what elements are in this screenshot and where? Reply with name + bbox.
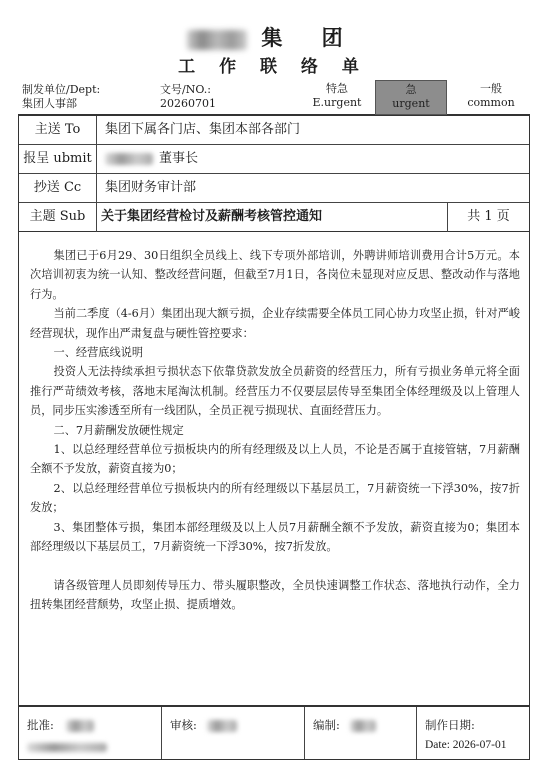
- to-label: 主送 To: [19, 116, 97, 144]
- issuer-value: 集团人事部: [22, 97, 77, 110]
- rule-1: 1、以总经理经营单位亏损板块内的所有经理级及以上人员，不论是否属于直接管辖，7月薪酬全额不予发放，薪资直接为0；: [30, 443, 520, 476]
- paragraph-loss: 当前二季度（4-6月）集团出现大额亏损，企业存续需要全体员工同心协力攻坚止损，针对严峻经营现状，现作出严肃复盘与硬性管控要求：: [30, 307, 520, 340]
- urgency-urgent-cn: 急: [405, 83, 417, 96]
- approve-signature-2: [27, 739, 161, 753]
- urgency-common: [455, 82, 527, 110]
- approve-signature: [66, 720, 94, 732]
- rule-2: 2、以总经理经营单位亏损板块内的所有经理级以下基层员工，7月薪资统一下浮30%，按7折发放；: [30, 481, 520, 515]
- urgency-common-en: common: [467, 96, 515, 109]
- row-subject: [19, 203, 529, 232]
- rule-3: 3、集团整体亏损，集团本部经理级及以上人员7月薪酬全额不予发放，薪资直接为0；集团本部经理级以下基层员工，7月薪资统一下浮30%，按7折发放。: [30, 520, 520, 554]
- urgency-common-cn: 一般: [480, 82, 502, 95]
- row-cc: [19, 174, 529, 203]
- report-value: 董事长: [159, 151, 199, 166]
- urgency-e-urgent-cn: 特急: [326, 82, 348, 95]
- approve-cell: [19, 707, 162, 759]
- report-value-wrap: [105, 145, 198, 173]
- company-name: [0, 22, 546, 52]
- row-report: [19, 145, 529, 174]
- edit-signature: [350, 720, 376, 732]
- redacted-company-name: [187, 30, 247, 50]
- cc-value: 集团财务审计部: [105, 180, 197, 195]
- date-value: Date: 2026-07-01: [425, 739, 507, 751]
- page-count: 共 1 页: [447, 203, 529, 232]
- signature-footer: [18, 706, 530, 760]
- urgency-urgent-en: urgent: [392, 97, 430, 110]
- document-title: 工 作 联 络 单: [178, 57, 368, 77]
- paragraph-investor: 投资人无法持续承担亏损状态下依靠贷款发放全员薪资的经营压力，所有亏损业务单元将全面推行严苛绩效考核，落地末尾淘汰机制。经营压力不仅要层层传导至集团全体经理级及以上管理人员，同步压实渗透至所有一线团队，全员正视亏损现状、直面经营压力。: [30, 365, 520, 418]
- docno-value: 20260701: [160, 97, 216, 110]
- review-signature: [207, 720, 237, 732]
- paragraph-training: 集团已于6月29、30日组织全员线上、线下专项外部培训，外聘讲师培训费用合计5万元。本次培训初衷为统一认知、整改经营问题，但截至7月1日，各岗位未显现对应反思、整改动作与落地行为。: [30, 249, 520, 301]
- body-content: [30, 246, 520, 614]
- urgency-e-urgent-en: E.urgent: [312, 96, 362, 109]
- review-label: 审核:: [170, 718, 197, 732]
- review-cell: [162, 707, 305, 759]
- heading-bottom-line: 一、经营底线说明: [53, 346, 144, 360]
- cc-label: 抄送 Cc: [19, 174, 97, 202]
- docno-label: 文号/NO.:: [160, 83, 211, 96]
- to-value: 集团下属各门店、集团本部各部门: [105, 122, 301, 137]
- issuer-label: 制发单位/Dept:: [22, 83, 101, 96]
- urgency-e-urgent: [302, 82, 372, 110]
- date-cell: [417, 707, 529, 759]
- approve-label: 批准:: [27, 718, 54, 732]
- company-suffix: 集 团: [261, 25, 359, 50]
- row-to: [19, 116, 529, 145]
- subject-value: 关于集团经营检讨及薪酬考核管控通知: [101, 209, 323, 224]
- urgency-urgent-selected: [375, 80, 447, 115]
- subject-label: 主题 Sub: [19, 203, 97, 232]
- heading-salary-rules: 二、7月薪酬发放硬性规定: [53, 423, 184, 437]
- routing-table: [18, 115, 530, 232]
- redacted-report-name: [105, 153, 153, 165]
- date-title: 制作日期:: [425, 718, 475, 732]
- report-label: 报呈 ubmit: [19, 145, 97, 173]
- edit-cell: [305, 707, 417, 759]
- paragraph-closing: 请各级管理人员即刻传导压力、带头履职整改，全员快速调整工作状态、落地执行动作，全力扭转集团经营颓势，攻坚止损、提质增效。: [30, 578, 520, 611]
- edit-label: 编制:: [313, 718, 340, 732]
- approve-signature-blur: [27, 743, 107, 752]
